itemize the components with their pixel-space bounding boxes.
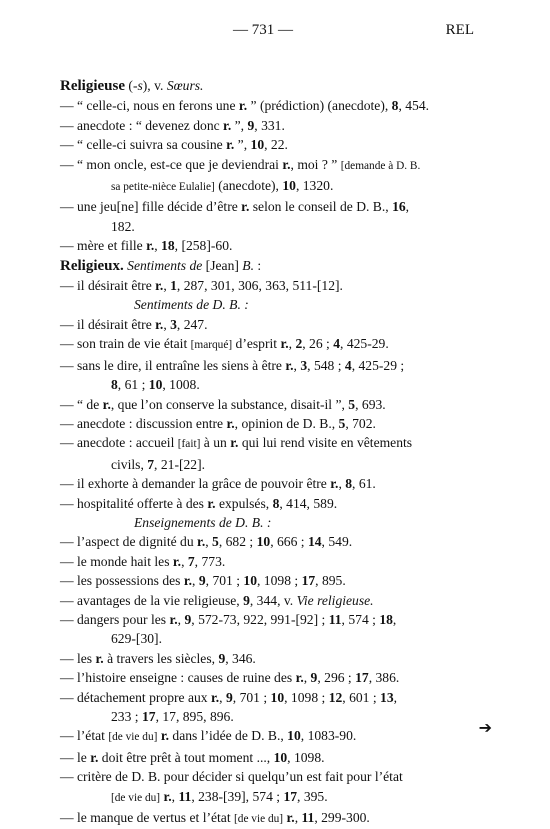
index-headword-line: Religieux. Sentiments de [Jean] B. : bbox=[60, 257, 262, 274]
index-entry-line: — les possessions des r., 9, 701 ; 10, 1098 ; 17, 895. bbox=[60, 573, 346, 589]
index-entry-line: — le monde hait les r., 7, 773. bbox=[60, 553, 226, 569]
index-entry-line: — “ de r., que l’on conserve la substance, disait-il ”, 5, 693. bbox=[60, 396, 386, 412]
index-entry-line: — dangers pour les r., 9, 572-73, 922, 991-[92] ; 11, 574 ; 18, bbox=[60, 611, 397, 627]
continuation-line: civils, 7, 21-[22]. bbox=[111, 456, 206, 472]
continuation-line: [de vie du] r., 11, 238-[39], 574 ; 17, 395. bbox=[111, 788, 328, 804]
index-entry-line: — son train de vie était [marqué] d’esprit r., 2, 26 ; 4, 425-29. bbox=[60, 336, 389, 352]
index-entry-line: — “ celle-ci suivra sa cousine r. ”, 10, 22. bbox=[60, 137, 288, 153]
index-entry-line: — critère de D. B. pour décider si quelqu’un est fait pour l’état bbox=[60, 769, 403, 785]
index-entry-line: — sans le dire, il entraîne les siens à être r., 3, 548 ; 4, 425-29 ; bbox=[60, 357, 405, 373]
index-entry-line: — les r. à travers les siècles, 9, 346. bbox=[60, 650, 256, 666]
index-entry-line: — mère et fille r., 18, [258]-60. bbox=[60, 238, 233, 254]
continuation-line: 629-[30]. bbox=[111, 631, 162, 647]
continue-arrow-icon: ➔ bbox=[478, 720, 492, 737]
index-headword-line: Religieuse (-s), v. Sœurs. bbox=[60, 78, 204, 94]
index-entry-line: — anecdote : discussion entre r., opinion de D. B., 5, 702. bbox=[60, 415, 376, 431]
index-entries bbox=[60, 76, 490, 829]
index-entry-line: — l’aspect de dignité du r., 5, 682 ; 10, 666 ; 14, 549. bbox=[60, 534, 353, 550]
section-heading: REL bbox=[445, 22, 474, 38]
index-entry-line: — détachement propre aux r., 9, 701 ; 10, 1098 ; 12, 601 ; 13, bbox=[60, 689, 398, 705]
index-entry-line: — l’histoire enseigne : causes de ruine des r., 9, 296 ; 17, 386. bbox=[60, 670, 400, 686]
index-entry-line: — il désirait être r., 1, 287, 301, 306, 363, 511-[12]. bbox=[60, 278, 343, 294]
index-entry-line: — il exhorte à demander la grâce de pouvoir être r., 8, 61. bbox=[60, 476, 376, 492]
index-entry-line: — avantages de la vie religieuse, 9, 344, v. Vie religieuse. bbox=[60, 592, 374, 608]
continuation-line: 233 ; 17, 17, 895, 896. bbox=[111, 709, 234, 724]
index-entry-line: — hospitalité offerte à des r. expulsés, 8, 414, 589. bbox=[60, 495, 338, 511]
index-entry-line: — anecdote : “ devenez donc r. ”, 9, 331. bbox=[60, 117, 285, 133]
page-header bbox=[0, 22, 550, 42]
continuation-line: 8, 61 ; 10, 1008. bbox=[111, 377, 200, 393]
index-entry-line: — “ mon oncle, est-ce que je deviendrai r., moi ? ” [demande à D. B. bbox=[60, 156, 421, 172]
index-entry-line: — il désirait être r., 3, 247. bbox=[60, 316, 208, 332]
page-number: — 731 — bbox=[233, 22, 293, 38]
subheading-line: Sentiments de D. B. : bbox=[134, 297, 249, 313]
index-entry-line: — l’état [de vie du] r. dans l’idée de D. B., 10, 1083-90. bbox=[60, 728, 357, 744]
index-entry-line: — une jeu[ne] fille décide d’être r. selon le conseil de D. B., 16, bbox=[60, 199, 410, 215]
index-entry-line: — le manque de vertus et l’état [de vie du] r., 11, 299-300. bbox=[60, 810, 370, 826]
index-entry-line: — le r. doit être prêt à tout moment ..., 10, 1098. bbox=[60, 749, 325, 765]
continuation-line: 182. bbox=[111, 218, 135, 234]
index-entry-line: — “ celle-ci, nous en ferons une r. ” (prédiction) (anecdote), 8, 454. bbox=[60, 98, 430, 114]
index-entry-line: — anecdote : accueil [fait] à un r. qui lui rend visite en vêtements bbox=[60, 435, 413, 451]
continuation-line: sa petite-nièce Eulalie] (anecdote), 10, 1320. bbox=[111, 178, 334, 194]
subheading-line: Enseignements de D. B. : bbox=[134, 514, 272, 530]
